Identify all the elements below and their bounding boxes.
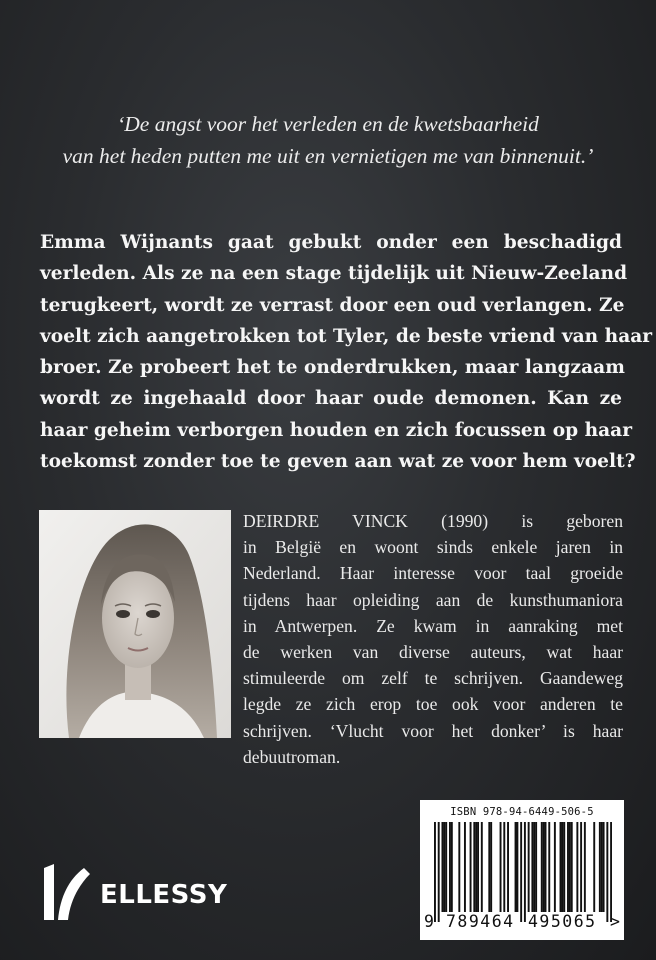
barcode-bar	[441, 822, 443, 912]
barcode-bar	[563, 822, 565, 912]
blurb-line: terugkeert, wordt ze verrast door een oud verlangen. Ze	[40, 294, 625, 316]
barcode-bar	[567, 822, 569, 912]
blurb-line: broer. Ze probeert het te onderdrukken, maar langzaam	[40, 357, 625, 379]
blurb-line: haar geheim verborgen houden en zich focussen op haar	[40, 419, 633, 441]
ean-digits	[420, 912, 624, 936]
publisher-logo	[38, 858, 258, 924]
isbn-label: ISBN 978-94-6449-506-5	[450, 806, 594, 818]
blurb-line: voelt zich aangetrokken tot Tyler, de beste vriend van haar	[40, 325, 653, 347]
barcode-bar	[458, 822, 460, 912]
barcode-bar	[488, 822, 490, 912]
barcode-bar	[531, 822, 533, 912]
bio-line: Nederland. Haar interesse voor taal groeide	[243, 563, 623, 584]
barcode-bar	[507, 822, 509, 912]
publisher-logo-mark-icon	[38, 858, 98, 924]
ean-quiet-mark: >	[610, 912, 620, 931]
barcode-bar	[445, 822, 447, 912]
barcode-bar	[533, 822, 535, 912]
barcode-bar	[443, 822, 445, 912]
barcode-bar	[535, 822, 537, 912]
barcode-bar	[599, 822, 601, 912]
barcode-bar	[516, 822, 518, 912]
quote-line-1: ‘De angst voor het verleden en de kwetsbaarheid	[117, 112, 539, 136]
barcode-bar	[545, 822, 547, 912]
bio-line: legde ze zich erop toe ook voor anderen te	[243, 694, 623, 715]
barcode-bar	[470, 822, 472, 912]
bio-line: debuutroman.	[243, 746, 341, 767]
barcode-bars	[434, 822, 612, 922]
barcode-bar	[601, 822, 603, 912]
barcode-bar	[580, 822, 582, 912]
bio-line: schrijven. ‘Vlucht voor het donker’ is haar	[243, 720, 623, 741]
barcode-bar	[520, 822, 522, 922]
barcode-bar	[543, 822, 545, 912]
barcode-bar	[606, 822, 608, 922]
bio-line: in Antwerpen. Ze kwam in aanraking met	[243, 615, 623, 636]
barcode-bar	[561, 822, 563, 912]
bio-line: DEIRDRE VINCK (1990) is geboren	[243, 511, 623, 531]
barcode-bar	[434, 822, 436, 922]
barcode-bar	[593, 822, 595, 912]
barcode-bar	[584, 822, 586, 912]
barcode-bar	[515, 822, 517, 912]
author-bio	[243, 508, 623, 770]
barcode-bar	[554, 822, 556, 912]
barcode-bar	[438, 822, 440, 922]
author-portrait-icon	[39, 510, 231, 738]
barcode-bar	[610, 822, 612, 922]
barcode-bar	[449, 822, 451, 912]
blurb-line: toekomst zonder toe te geven aan wat ze voor hem voelt?	[40, 451, 636, 473]
barcode-bar	[548, 822, 550, 912]
barcode-bar	[503, 822, 505, 912]
barcode-bar	[475, 822, 477, 912]
bio-line: tijdens haar opleiding aan de kunsthumaniora	[243, 589, 623, 610]
barcode-bar	[528, 822, 530, 912]
barcode-bar	[477, 822, 479, 912]
author-portrait-drawing	[39, 510, 231, 738]
blurb-line: wordt ze ingehaald door haar oude demonen. Kan ze	[40, 388, 622, 410]
barcode-bar	[490, 822, 492, 912]
barcode-bar	[464, 822, 466, 912]
bio-line: stimuleerde om zelf te schrijven. Gaandeweg	[243, 668, 623, 689]
ean-right-group: 495065	[528, 912, 597, 931]
barcode-bar	[576, 822, 578, 912]
barcode-bar	[473, 822, 475, 912]
blurb-line: Emma Wijnants gaat gebukt onder een beschadigd	[40, 232, 622, 253]
back-cover-quote	[0, 108, 656, 172]
barcode-bar	[500, 822, 502, 912]
ean-left-group: 789464	[446, 912, 515, 931]
ean-first-digit: 9	[424, 912, 434, 931]
quote-line-2: van het heden putten me uit en vernietigen me van binnenuit.’	[62, 144, 594, 168]
barcode-bar	[541, 822, 543, 912]
bio-line: de werken van diverse auteurs, wat haar	[243, 642, 623, 663]
barcode-bar	[603, 822, 605, 912]
barcode-bar	[569, 822, 571, 912]
barcode-bar	[451, 822, 453, 912]
publisher-name: ELLESSY	[100, 880, 228, 910]
barcode-bar	[560, 822, 562, 912]
barcode-bar	[571, 822, 573, 912]
isbn-barcode	[420, 800, 624, 940]
book-blurb	[40, 227, 653, 477]
blurb-line: verleden. Als ze na een stage tijdelijk uit Nieuw-Zeeland	[40, 263, 628, 285]
bio-line: in België en woont sinds enkele jaren in	[243, 537, 623, 558]
barcode-bar	[481, 822, 483, 912]
barcode-bar	[524, 822, 526, 922]
